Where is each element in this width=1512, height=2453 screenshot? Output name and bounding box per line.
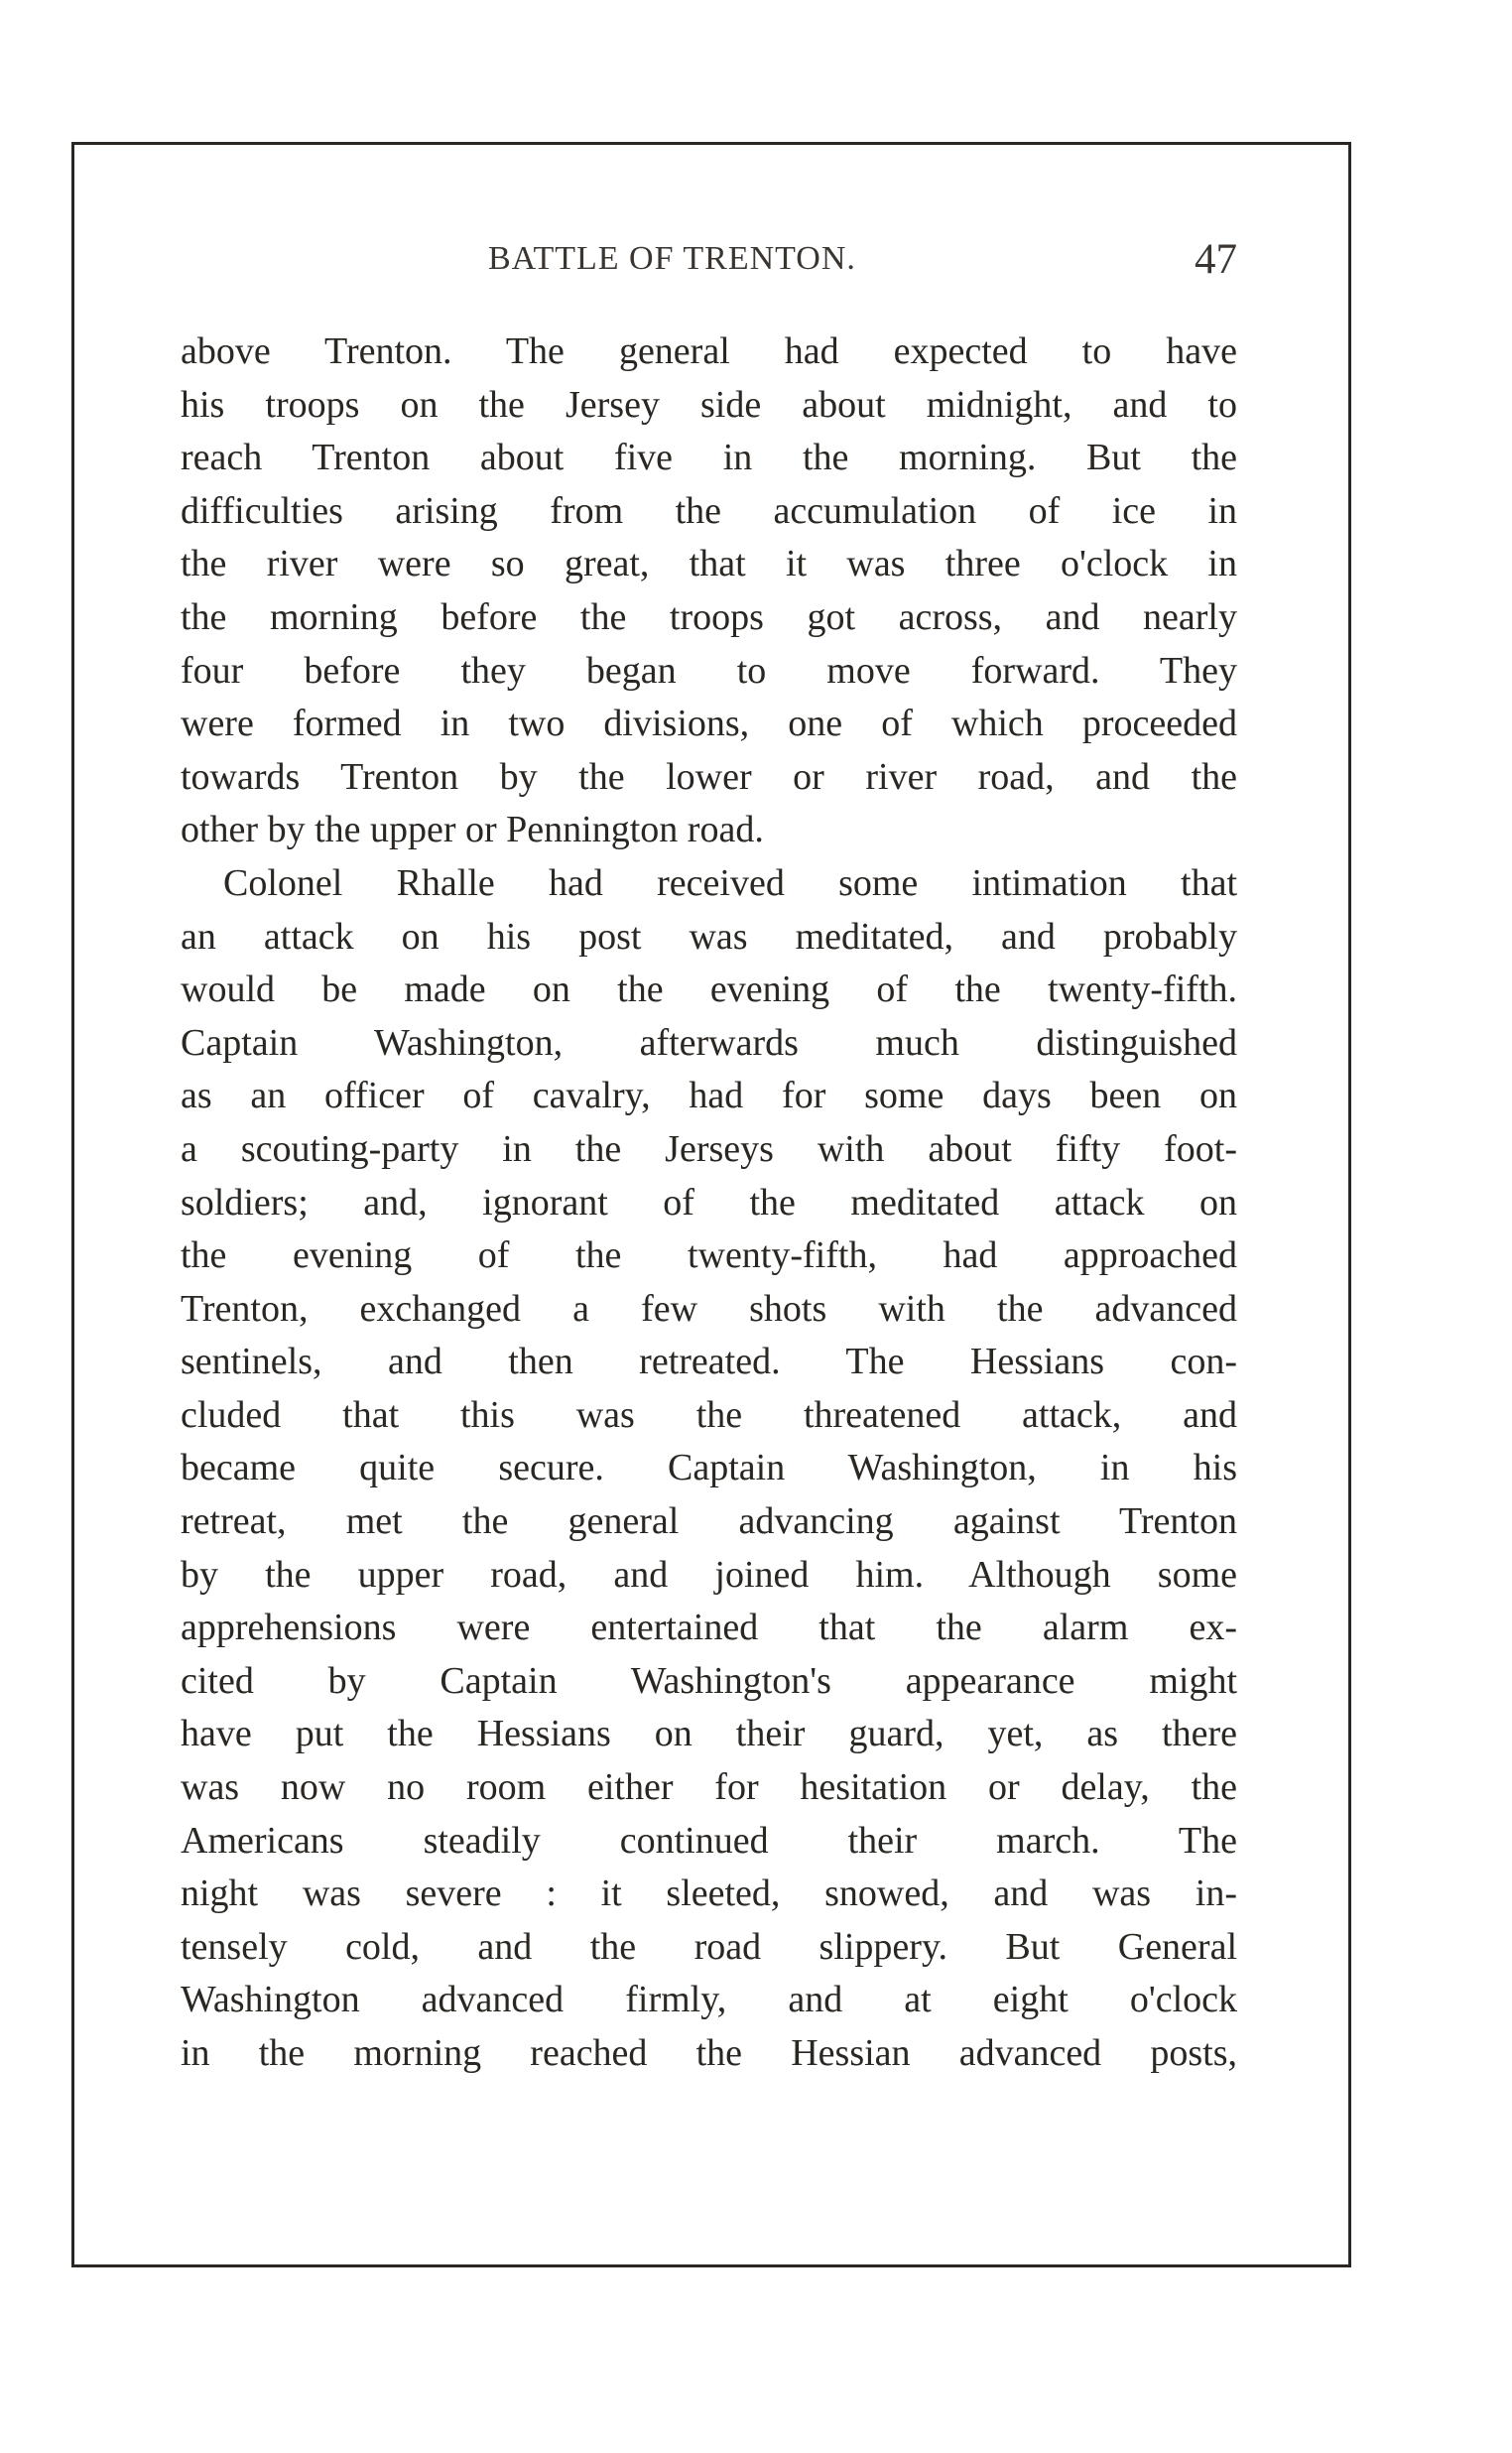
text-line: towards Trenton by the lower or river road, and the [181,755,1237,798]
text-line: reach Trenton about five in the morning. But the [181,437,1237,479]
text-line: were formed in two divisions, one of which proceeded [181,703,1237,745]
book-page [181,236,1237,2081]
running-title: BATTLE OF TRENTON. [488,240,856,277]
text-line: the morning before the troops got across, and nearly [181,595,1237,638]
text-line: the river were so great, that it was three o'clock in [181,543,1237,585]
text-line: other by the upper or Pennington road. [181,809,764,851]
text-line: Captain Washington, afterwards much distinguished [181,1021,1237,1064]
text-line: as an officer of cavalry, had for some days been on [181,1075,1237,1117]
page-number: 47 [1195,236,1237,283]
text-line: cluded that this was the threatened attack, and [181,1393,1237,1436]
text-line: four before they began to move forward. They [181,649,1237,692]
text-line: Colonel Rhalle had received some intimation that [223,861,1237,904]
text-line: tensely cold, and the road slippery. But General [181,1925,1237,1968]
text-line: sentinels, and then retreated. The Hessians con- [181,1341,1237,1383]
body-text [181,325,1237,2081]
text-line: by the upper road, and joined him. Although some [181,1553,1237,1596]
text-line: an attack on his post was meditated, and probably [181,915,1237,958]
text-line: Washington advanced firmly, and at eight o'clock [181,1979,1237,2021]
text-line: his troops on the Jersey side about midnight, and to [181,383,1237,426]
text-line: soldiers; and, ignorant of the meditated attack on [181,1181,1237,1224]
text-line: Americans steadily continued their march. The [181,1819,1237,1862]
text-line: retreat, met the general advancing against Trenton [181,1500,1237,1543]
text-line: a scouting-party in the Jerseys with about fifty foot- [181,1127,1237,1170]
text-line: in the morning reached the Hessian advanced posts, [181,2032,1237,2074]
text-line: difficulties arising from the accumulation of ice in [181,489,1237,532]
text-line: the evening of the twenty-fifth, had approached [181,1234,1237,1277]
text-line: became quite secure. Captain Washington, in his [181,1447,1237,1489]
text-line: above Trenton. The general had expected to have [181,330,1237,372]
text-line: night was severe : it sleeted, snowed, and was in- [181,1872,1237,1915]
text-line: apprehensions were entertained that the alarm ex- [181,1607,1237,1649]
running-head [181,236,1237,284]
text-line: cited by Captain Washington's appearance might [181,1659,1237,1702]
text-line: would be made on the evening of the twenty-fifth. [181,968,1237,1011]
text-line: have put the Hessians on their guard, yet, as there [181,1713,1237,1755]
text-line: was now no room either for hesitation or delay, the [181,1766,1237,1809]
text-line: Trenton, exchanged a few shots with the advanced [181,1287,1237,1330]
